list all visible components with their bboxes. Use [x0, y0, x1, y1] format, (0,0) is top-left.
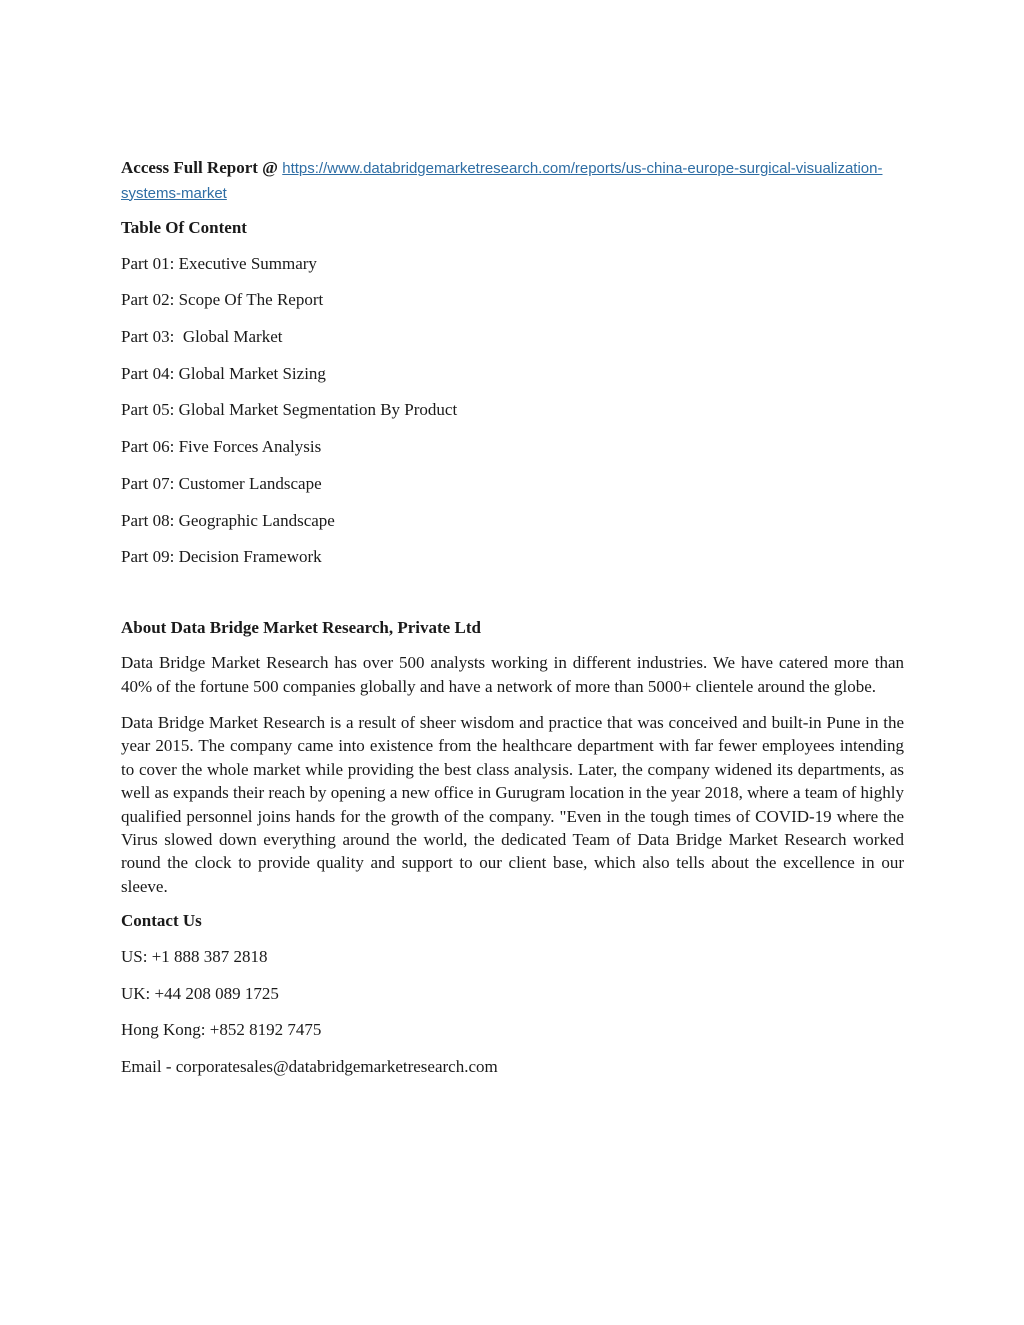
table-of-contents — [121, 252, 904, 569]
contact-uk-phone: UK: +44 208 089 1725 — [121, 983, 279, 1003]
toc-item: Part 03: Global Market — [121, 327, 283, 347]
toc-item: Part 08: Geographic Landscape — [121, 510, 335, 530]
contact-hk-phone: Hong Kong: +852 8192 7475 — [121, 1020, 322, 1040]
toc-title: Table Of Content — [121, 218, 247, 237]
access-label: Access Full Report @ — [121, 158, 283, 177]
about-title: About Data Bridge Market Research, Private Ltd — [121, 618, 481, 638]
report-link[interactable]: https://www.databridgemarketresearch.com/reports/us-china-europe-surgical-visualization-systems-market — [121, 160, 883, 202]
contact-title: Contact Us — [121, 911, 202, 931]
access-full-report — [121, 156, 904, 205]
toc-item: Part 09: Decision Framework — [121, 547, 322, 567]
contact-list — [121, 945, 904, 1078]
toc-item: Part 05: Global Market Segmentation By Product — [121, 400, 458, 420]
toc-item: Part 02: Scope Of The Report — [121, 290, 324, 310]
toc-item: Part 07: Customer Landscape — [121, 473, 322, 493]
contact-us-phone: US: +1 888 387 2818 — [121, 946, 268, 966]
document-page — [121, 156, 904, 1078]
toc-item: Part 04: Global Market Sizing — [121, 363, 326, 383]
about-paragraph: Data Bridge Market Research has over 500 analysts working in different industries. We have catered more than 40% of the fortune 500 companies globally and have a network of more than 5000+ clientele around the globe. — [121, 653, 904, 696]
about-paragraph: Data Bridge Market Research is a result of sheer wisdom and practice that was conceived and built-in Pune in the year 2015. The company came into existence from the healthcare department with far fewer employees intending to cover the whole market while providing the best class analysis. Later, the company widened its departments, as well as expands their reach by opening a new office in Gurugram location in the year 2018, where a team of highly qualified personnel joins hands for the growth of the company. "Even in the tough times of COVID-19 where the Virus slowed down everything around the world, the dedicated Team of Data Bridge Market Research worked round the clock to provide quality and support to our client base, which also tells about the excellence in our sleeve. — [121, 713, 904, 896]
toc-item: Part 06: Five Forces Analysis — [121, 437, 322, 457]
contact-email: Email - corporatesales@databridgemarketresearch.com — [121, 1057, 498, 1076]
toc-item: Part 01: Executive Summary — [121, 253, 317, 273]
